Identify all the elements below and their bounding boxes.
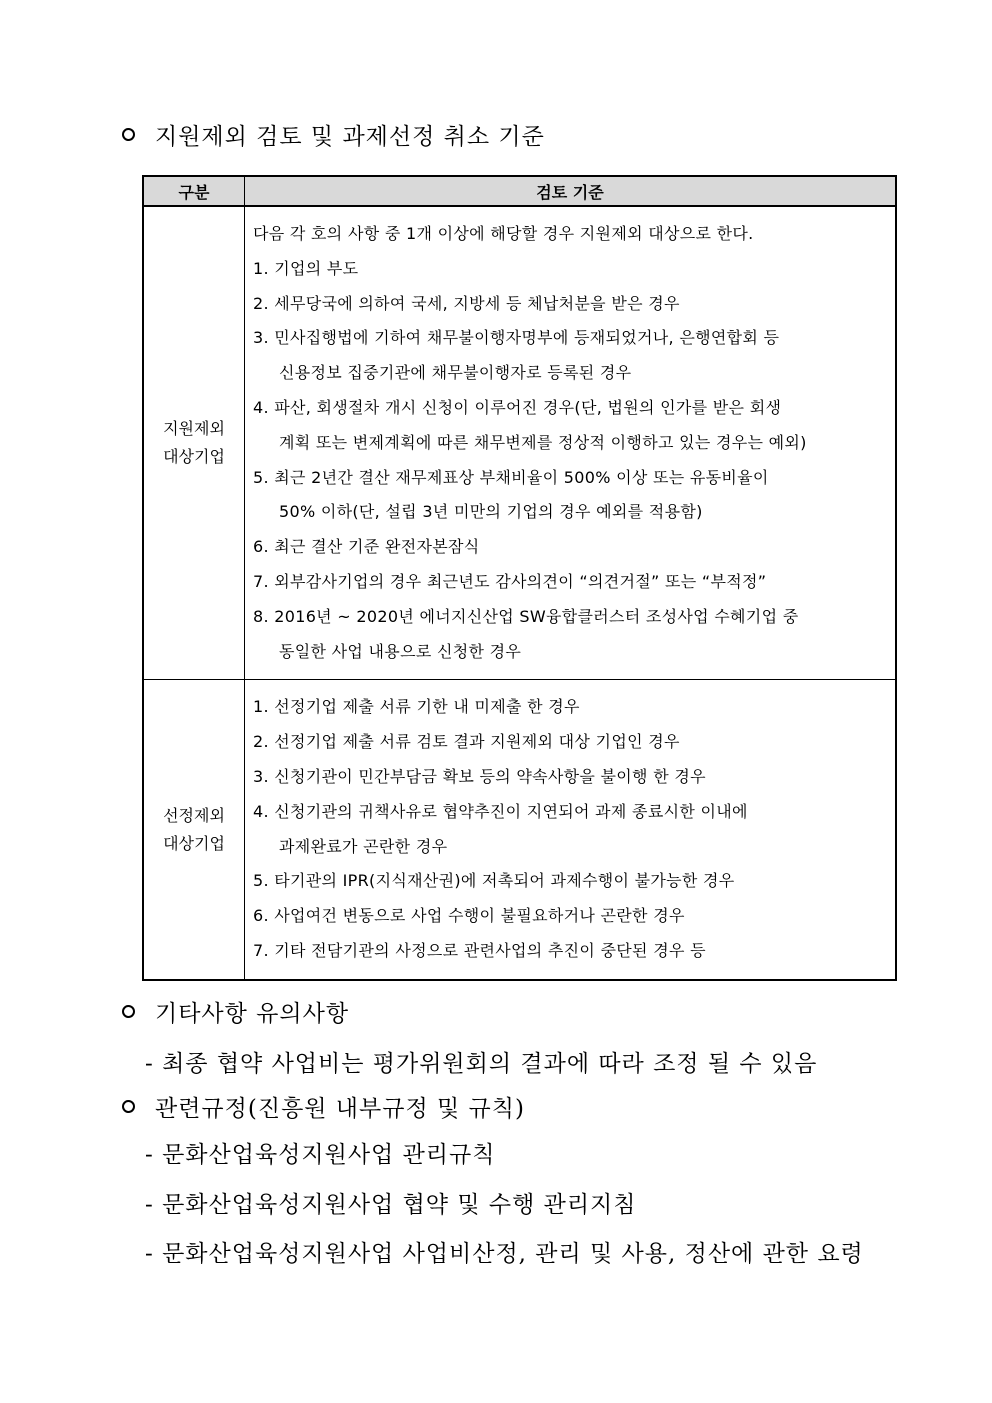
criteria-line: 5. 타기관의 IPR(지식재산권)에 저촉되어 과제수행이 불가능한 경우 xyxy=(253,871,735,891)
criteria-table xyxy=(142,175,897,981)
row-criteria xyxy=(245,206,897,680)
note-item: - 최종 협약 사업비는 평가위원회의 결과에 따라 조정 될 수 있음 xyxy=(145,1051,818,1077)
regulation-item: - 문화산업육성지원사업 사업비산정, 관리 및 사용, 정산에 관한 요령 xyxy=(145,1241,864,1267)
criteria-line: 50% 이하(단, 설립 3년 미만의 기업의 경우 예외를 적용함) xyxy=(279,502,703,522)
criteria-line: 3. 민사집행법에 기하여 채무불이행자명부에 등재되었거나, 은행연합회 등 xyxy=(253,328,780,348)
section-heading-exclusion-criteria xyxy=(122,118,545,151)
criteria-line: 6. 최근 결산 기준 완전자본잠식 xyxy=(253,537,480,557)
table-row xyxy=(143,206,896,680)
section-title: 관련규정(진흥원 내부규정 및 규칙) xyxy=(155,1096,525,1122)
criteria-line: 6. 사업여건 변동으로 사업 수행이 불필요하거나 곤란한 경우 xyxy=(253,906,685,926)
regulation-item: - 문화산업육성지원사업 관리규칙 xyxy=(145,1142,496,1168)
header-criteria: 검토 기준 xyxy=(245,176,897,206)
criteria-line: 4. 파산, 회생절차 개시 신청이 이루어진 경우(단, 법원의 인가를 받은 회생 xyxy=(253,397,782,417)
criteria-line: 7. 외부감사기업의 경우 최근년도 감사의견이 “의견거절” 또는 “부적정” xyxy=(253,571,767,591)
row-category xyxy=(143,680,245,980)
table-row xyxy=(143,680,896,980)
criteria-line: 계획 또는 변제계획에 따른 채무변제를 정상적 이행하고 있는 경우는 예외) xyxy=(279,432,807,452)
category-line: 대상기업 xyxy=(163,447,225,467)
criteria-line: 신용정보 집중기관에 채무불이행자로 등록된 경우 xyxy=(279,363,632,383)
circle-bullet-icon xyxy=(122,1100,135,1113)
criteria-line: 다음 각 호의 사항 중 1개 이상에 해당할 경우 지원제외 대상으로 한다. xyxy=(253,224,754,243)
criteria-line: 5. 최근 2년간 결산 재무제표상 부채비율이 500% 이상 또는 유동비율이 xyxy=(253,467,769,487)
criteria-line: 과제완료가 곤란한 경우 xyxy=(279,836,448,856)
criteria-line: 8. 2016년 ~ 2020년 에너지신산업 SW융합클러스터 조성사업 수혜기업 중 xyxy=(253,606,799,626)
criteria-line: 3. 신청기관이 민간부담금 확보 등의 약속사항을 불이행 한 경우 xyxy=(253,766,706,786)
category-line: 대상기업 xyxy=(163,833,225,853)
row-category xyxy=(143,206,245,680)
criteria-line: 7. 기타 전담기관의 사정으로 관련사업의 추진이 중단된 경우 등 xyxy=(253,940,706,960)
section-title: 지원제외 검토 및 과제선정 취소 기준 xyxy=(155,124,545,150)
criteria-line: 2. 선정기업 제출 서류 검토 결과 지원제외 대상 기업인 경우 xyxy=(253,732,680,752)
category-line: 지원제외 xyxy=(163,419,225,439)
criteria-line: 1. 기업의 부도 xyxy=(253,258,359,278)
circle-bullet-icon xyxy=(122,128,135,141)
section-title: 기타사항 유의사항 xyxy=(155,1001,350,1027)
header-category: 구분 xyxy=(143,176,245,206)
table-header-row xyxy=(143,176,896,206)
section-heading-notes xyxy=(122,995,349,1028)
criteria-line: 4. 신청기관의 귀책사유로 협약추진이 지연되어 과제 종료시한 이내에 xyxy=(253,801,748,821)
circle-bullet-icon xyxy=(122,1005,135,1018)
row-criteria xyxy=(245,680,897,980)
category-line: 선정제외 xyxy=(163,805,225,825)
section-heading-regulations xyxy=(122,1090,525,1123)
criteria-line: 동일한 사업 내용으로 신청한 경우 xyxy=(279,641,522,661)
criteria-line: 2. 세무당국에 의하여 국세, 지방세 등 체납처분을 받은 경우 xyxy=(253,293,680,313)
criteria-line: 1. 선정기업 제출 서류 기한 내 미제출 한 경우 xyxy=(253,697,580,717)
regulation-item: - 문화산업육성지원사업 협약 및 수행 관리지침 xyxy=(145,1192,637,1218)
